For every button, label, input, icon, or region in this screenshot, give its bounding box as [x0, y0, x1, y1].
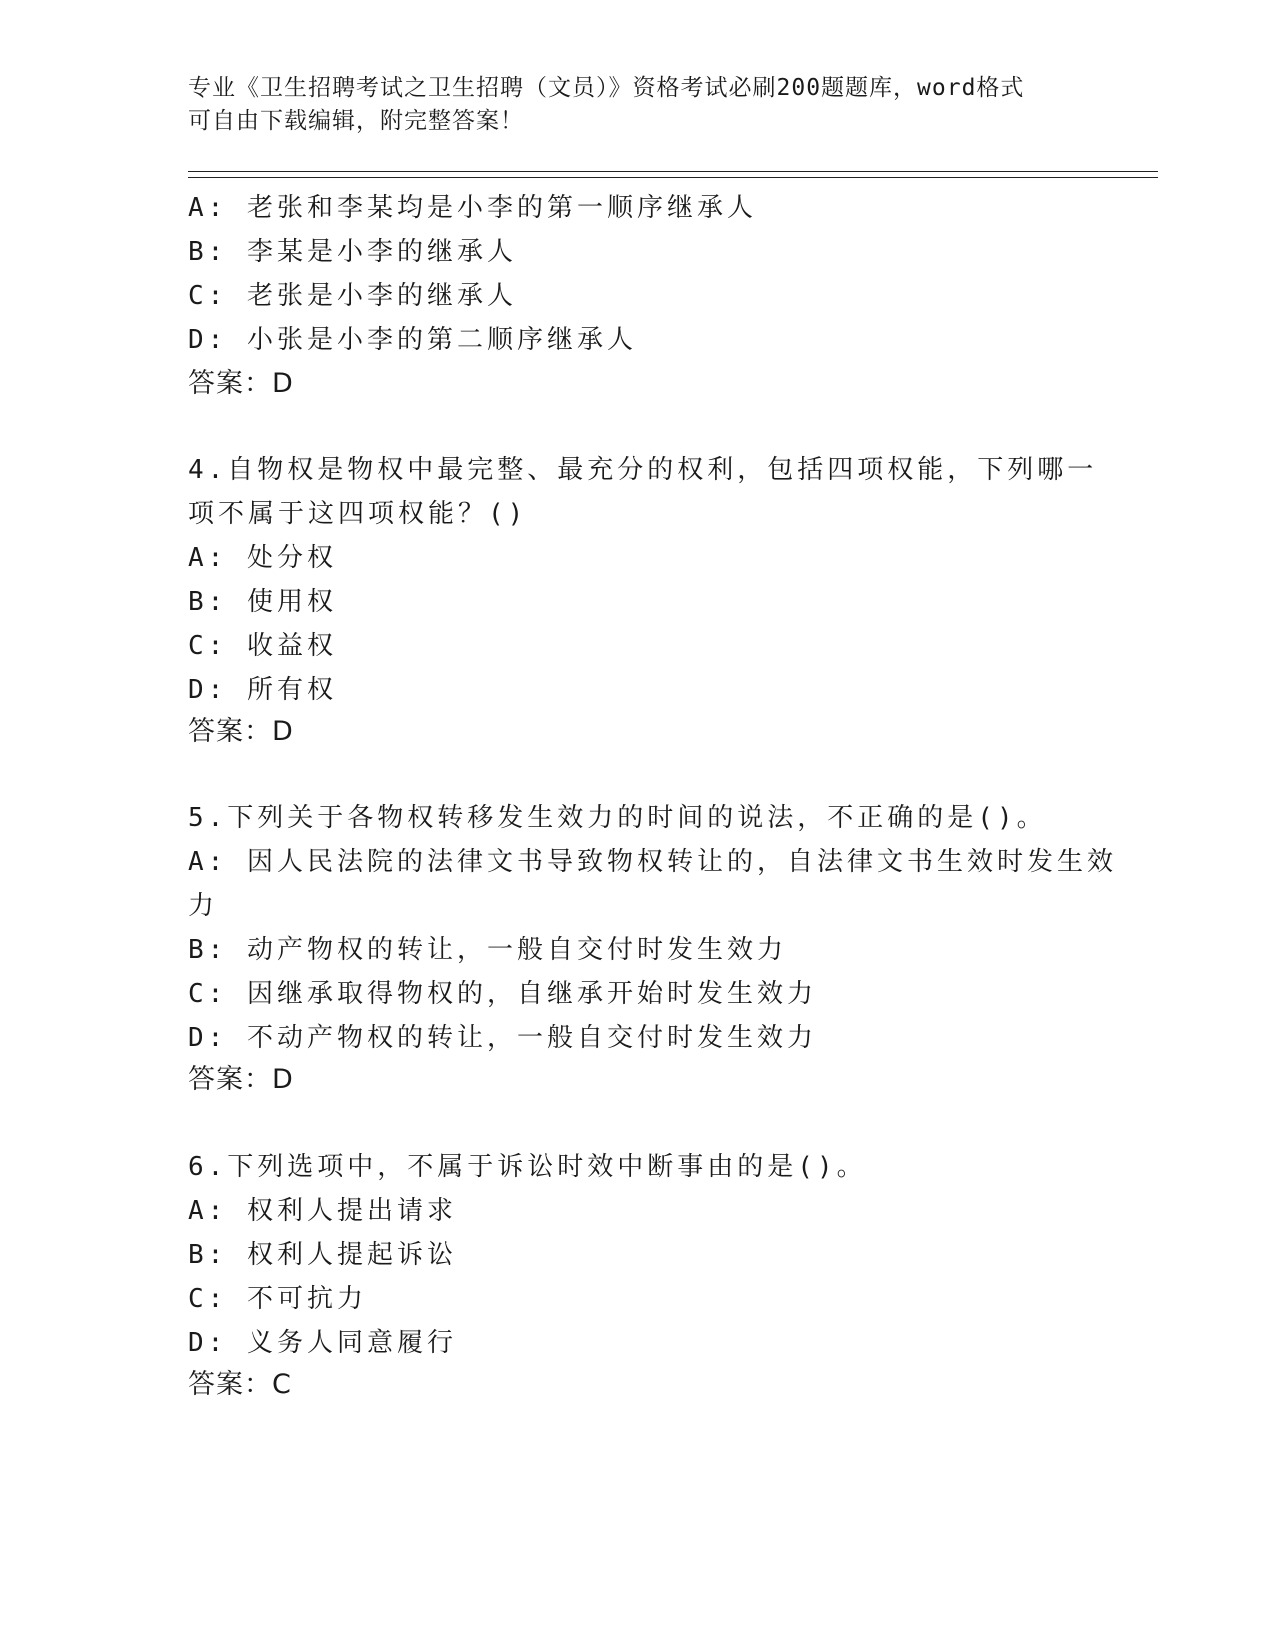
q4-option-b: B: 使用权	[188, 587, 337, 617]
q5-option-d: D: 不动产物权的转让，一般自交付时发生效力	[188, 1023, 817, 1053]
q4-stem-line-2: 项不属于这四项权能？()	[188, 499, 528, 529]
q3-option-d: D: 小张是小李的第二顺序继承人	[188, 325, 637, 355]
q5-option-a-line-2: 力	[188, 891, 219, 921]
header-line-1: 专业《卫生招聘考试之卫生招聘（文员）》资格考试必刷200题题库，word格式	[188, 75, 1025, 101]
q3-answer: 答案：D	[188, 368, 294, 399]
q3-option-b: B: 李某是小李的继承人	[188, 237, 517, 267]
q4-option-a: A: 处分权	[188, 543, 337, 573]
q5-answer: 答案：D	[188, 1064, 294, 1095]
document-header	[188, 72, 1088, 138]
q5-stem: 5.下列关于各物权转移发生效力的时间的说法，不正确的是()。	[188, 803, 1047, 833]
q5-option-c: C: 因继承取得物权的，自继承开始时发生效力	[188, 979, 817, 1009]
q3-option-c: C: 老张是小李的继承人	[188, 281, 517, 311]
q3-option-a: A: 老张和李某均是小李的第一顺序继承人	[188, 193, 757, 223]
q4-stem-line-1: 4.自物权是物权中最完整、最充分的权利，包括四项权能，下列哪一	[188, 455, 1098, 485]
q4-option-d: D: 所有权	[188, 675, 337, 705]
q4-option-c: C: 收益权	[188, 631, 337, 661]
q5-option-a-line-1: A: 因人民法院的法律文书导致物权转让的，自法律文书生效时发生效	[188, 847, 1117, 877]
q6-option-b: B: 权利人提起诉讼	[188, 1240, 457, 1270]
header-rule-top	[188, 171, 1158, 172]
q6-option-d: D: 义务人同意履行	[188, 1328, 457, 1358]
q5-option-b: B: 动产物权的转让，一般自交付时发生效力	[188, 935, 787, 965]
header-rule-bottom	[188, 177, 1158, 178]
q6-option-c: C: 不可抗力	[188, 1284, 367, 1314]
q6-option-a: A: 权利人提出请求	[188, 1196, 457, 1226]
q6-stem: 6.下列选项中，不属于诉讼时效中断事由的是()。	[188, 1152, 867, 1182]
header-line-2: 可自由下载编辑，附完整答案！	[188, 108, 524, 134]
q4-answer: 答案：D	[188, 716, 294, 747]
q6-answer: 答案：C	[188, 1369, 292, 1400]
